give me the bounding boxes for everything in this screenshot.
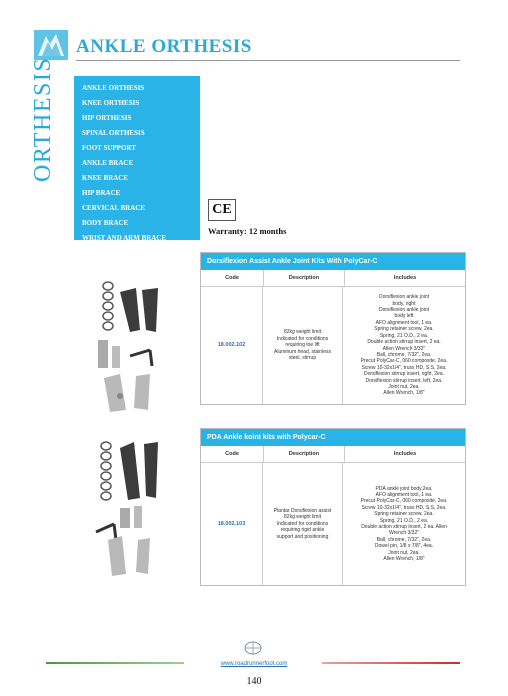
product-code: 18.002.102 <box>201 287 263 404</box>
menu-item-cervical-brace[interactable]: CERVICAL BRACE <box>82 204 145 212</box>
table-row <box>201 463 465 585</box>
description-line: steel, stirrup <box>288 355 317 362</box>
menu-item-knee-brace[interactable]: KNEE BRACE <box>82 174 129 182</box>
menu-item-foot-support[interactable]: FOOT SUPPORT <box>82 144 136 152</box>
header-description: Description <box>264 270 345 286</box>
page-number: 140 <box>246 676 262 687</box>
menu-item-body-brace[interactable]: BODY BRACE <box>82 219 129 227</box>
include-line: Double action stirrup insert, 2 ea. <box>367 339 441 346</box>
include-line: Precut PolyCar-C, 060 composite, 2ea. <box>360 498 448 505</box>
warranty-text: Warranty: 12 months <box>208 226 287 236</box>
product-description <box>263 287 343 404</box>
include-line: Allen Wrench 3/32" <box>382 345 426 352</box>
table-row <box>201 287 465 404</box>
include-line: Spring, 21 O.D., 2 ea. <box>379 517 429 524</box>
section-vertical-text: ORTHESIS <box>30 56 56 182</box>
header-description: Description <box>264 446 345 462</box>
include-line: body left <box>394 313 414 320</box>
include-line: Joint nut, 2ea. <box>388 549 420 556</box>
menu-item-hip-orthesis[interactable]: HIP ORTHESIS <box>82 114 132 122</box>
include-line: Dorsiflexion stirrup insert, right, 2ea. <box>363 371 445 378</box>
description-line: support and positioning <box>276 533 329 540</box>
header-includes: Includes <box>393 451 417 457</box>
description-line: requiring toe lift <box>285 342 320 349</box>
table-header <box>201 270 465 287</box>
include-line: Precut PolyCar-C, 060 composite, 2ea. <box>360 358 448 365</box>
include-line: Dowel pin, 1/8 x 7/8", 4ea. <box>374 543 434 550</box>
header-includes: Includes <box>393 275 417 281</box>
product-includes <box>343 463 465 585</box>
product-table-dorsiflexion <box>200 252 466 405</box>
include-line: Spring, 21 O.D., 2 ea. <box>379 332 429 339</box>
include-line: Dorsiflexion ankle joint <box>378 307 430 314</box>
menu-item-wrist-arm-brace[interactable]: WRIST AND ARM BRACE <box>82 234 167 242</box>
header-code: Code <box>201 270 264 286</box>
menu-item-spinal-orthesis[interactable]: SPINAL ORTHESIS <box>82 129 145 137</box>
category-menu <box>74 76 200 240</box>
include-line: AFO alignment tool, 1 ea. <box>375 491 433 498</box>
description-line: 82kg weight limit <box>284 514 321 521</box>
menu-item-hip-brace[interactable]: HIP BRACE <box>82 189 121 197</box>
product-image-dorsiflexion-kit <box>90 270 198 420</box>
include-line: Spring retainer screw, 2ea. <box>374 511 434 518</box>
description-line: 82kg weight limit <box>284 329 321 336</box>
include-line: Dorsiflexion stirrup insert, left, 2ea. <box>365 377 443 384</box>
header-code: Code <box>201 446 264 462</box>
include-line: Joint nut, 2ea. <box>388 383 420 390</box>
include-line: Dorsiflexion ankle joint <box>378 294 430 301</box>
product-title: PDA Ankle koint kits with Polycar-C <box>201 429 465 446</box>
description-line: requiring rigid ankle <box>280 527 325 534</box>
ce-mark: CE <box>208 199 236 221</box>
product-description <box>263 463 343 585</box>
menu-item-ankle-brace[interactable]: ANKLE BRACE <box>82 159 134 167</box>
include-line: PDA ankle joint body,2ea. <box>375 485 433 492</box>
product-code: 18.002.103 <box>201 463 263 585</box>
page-title: ANKLE ORTHESIS <box>76 36 252 57</box>
table-header <box>201 446 465 463</box>
description-line: Plantar Dorsiflexion assist <box>273 507 332 514</box>
product-includes <box>343 287 465 404</box>
product-image-pda-kit <box>90 432 198 582</box>
include-line: AFO alignment tool, 1 ea. <box>375 319 433 326</box>
product-title: Dorsiflexion Assist Ankle Joint Kits With PolyCar-C <box>201 253 465 270</box>
footer-globe-logo <box>236 640 270 656</box>
product-table-pda <box>200 428 466 586</box>
include-line: Ball, chrome, 7/32", 2ea. <box>376 351 432 358</box>
include-line: Screw 10-32x1/4", truss HD, S.S, 2ea. <box>361 364 447 371</box>
description-line: Indicated for conditions <box>276 335 329 342</box>
footer-website-link[interactable]: www.roadrunnerfoot.com <box>220 661 288 667</box>
include-line: Allen Wrench, 1/8" <box>383 390 425 397</box>
include-line: body, right <box>392 300 416 307</box>
include-line: Ball, chrome, 7/32", 2ea. <box>376 536 432 543</box>
include-line: Screw 10-32x1/4", truss HD, S.S, 2ea. <box>361 504 447 511</box>
description-line: Indicated for conditions <box>276 520 329 527</box>
include-line: Spring retainer screw, 2ea. <box>374 326 434 333</box>
menu-item-ankle-orthesis[interactable]: ANKLE ORTHESIS <box>82 84 145 92</box>
include-line: Double action stirrup insert, 2 ea. Allen <box>361 524 447 530</box>
include-line: Wrench 3/32" <box>388 530 420 537</box>
brand-logo <box>34 30 68 60</box>
description-line: Aluminum head, stainless <box>274 348 331 355</box>
include-line: Allen Wrench, 1/8" <box>383 556 425 563</box>
menu-item-knee-orthesis[interactable]: KNEE ORTHESIS <box>82 99 140 107</box>
section-vertical-label <box>26 56 60 188</box>
title-divider <box>76 60 460 61</box>
